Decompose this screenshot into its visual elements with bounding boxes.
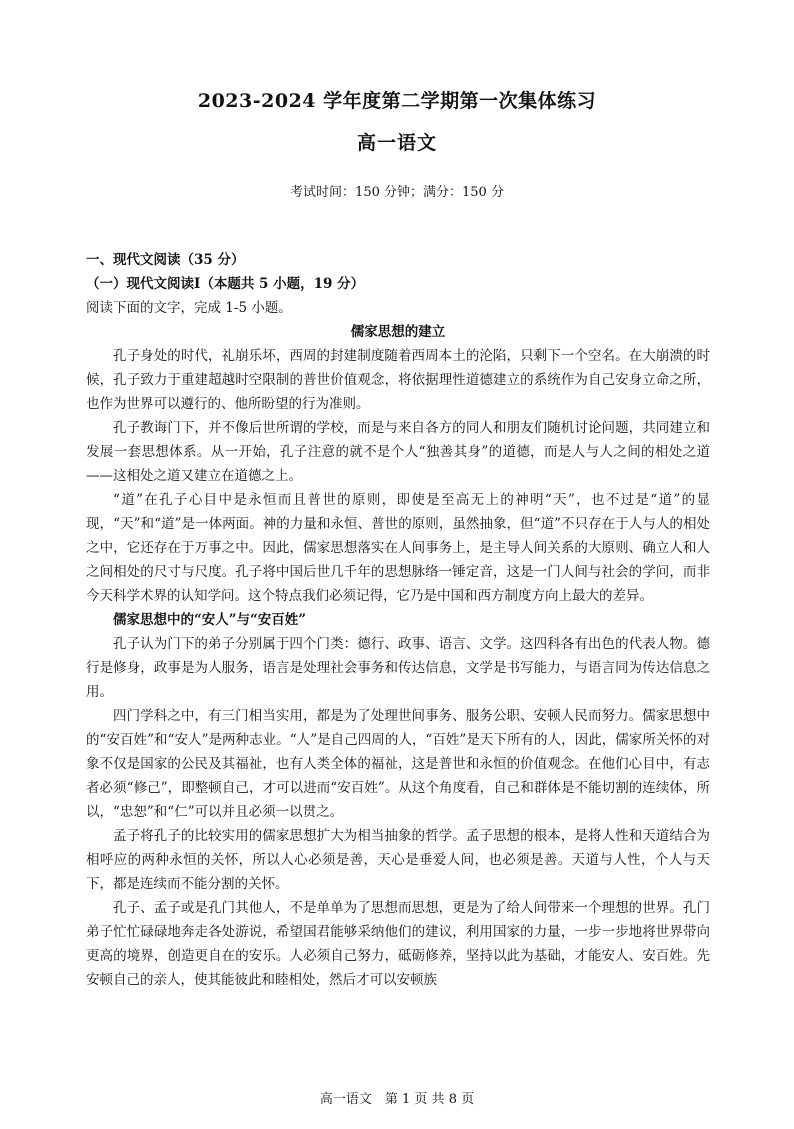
article-paragraph: “道”在孔子心目中是永恒而且普世的原则，即使是至高无上的神明“天”，也不过是“道”的显现，“天”和“道”是一体两面。神的力量和永恒、普世的原则，虽然抽象，但“道”不只存在于人与人的相处之中，它还存在于万事之中。因此，儒家思想落实在人间事务上，是主导人间关系的大原则、确立人和人之间相处的尺寸与尺度。孔子将中国后世几千年的思想脉络一锤定音，这是一门人间与社会的学问，而非今天科学术界的认知学问。这个特点我们必须记得，它乃是中国和西方制度方向上最大的差异。	[86, 492, 710, 604]
section-heading: 一、现代文阅读（35 分）	[86, 252, 245, 268]
article-paragraph: 孔子认为门下的弟子分别属于四个门类：德行、政事、语言、文学。这四科各有出色的代表人物。德行是修身，政事是为人服务，语言是处理社会事务和传达信息，文学是书写能力，与语言同为传达信息之用。	[86, 636, 710, 700]
article-paragraph: 孔子身处的时代，礼崩乐坏，西周的封建制度随着西周本土的沦陷，只剩下一个空名。在大崩溃的时候，孔子致力于重建超越时空限制的普世价值观念，将依据理性道德建立的系统作为自己安身立命之所，也作为世界可以遵行的、他所盼望的行为准则。	[86, 348, 710, 412]
page-footer: 高一语文 第 1 页 共 8 页	[319, 1092, 475, 1107]
article-subheading: 儒家思想中的“安人”与“安百姓”	[113, 612, 307, 628]
subject-title: 高一语文	[356, 132, 437, 154]
section-subheading: （一）现代文阅读Ⅰ（本题共 5 小题，19 分）	[86, 276, 365, 292]
article-paragraph: 四门学科之中，有三门相当实用，都是为了处理世间事务、服务公职、安顿人民而努力。儒家思想中的“安百姓”和“安人”是两种志业。“人”是自己四周的人，“百姓”是天下所有的人，因此，儒家所关怀的对象不仅是国家的公民及其福祉，也有人类全体的福祉，这是普世和永恒的价值观念。在他们心目中，有志者必须“修己”，即整顿自己，才可以进而“安百姓”。从这个角度看，自己和群体是不能切割的连续体，所以，“忠恕”和“仁”可以并且必须一以贯之。	[86, 708, 710, 820]
article-paragraph: 孔子、孟子或是孔门其他人，不是单单为了思想而思想，更是为了给人间带来一个理想的世界。孔门弟子忙忙碌碌地奔走各处游说，希望国君能够采纳他们的建议，利用国家的力量，一步一步地将世界带向更高的境界，创造更自在的安乐。人必须自己努力，砥砺修养，坚持以此为基础，才能安人、安百姓。先安顿自己的亲人，使其能彼此和睦相处，然后才可以安顿族	[86, 900, 710, 988]
exam-content	[86, 248, 710, 992]
article-paragraph: 孟子将孔子的比较实用的儒家思想扩大为相当抽象的哲学。孟子思想的根本，是将人性和天道结合为相呼应的两种永恒的关怀，所以人心必须是善，天心是垂爱人间，也必须是善。天道与人性，个人与天下，都是连续而不能分割的关怀。	[86, 828, 710, 892]
exam-title: 2023-2024 学年度第二学期第一次集体练习	[197, 90, 597, 112]
article-title: 儒家思想的建立	[350, 324, 446, 340]
reading-instruction: 阅读下面的文字，完成 1-5 小题。	[86, 300, 292, 316]
article-paragraph: 孔子教诲门下，并不像后世所谓的学校，而是与来自各方的同人和朋友们随机讨论问题，共同建立和发展一套思想体系。从一开始，孔子注意的就不是个人“独善其身”的道德，而是人与人之间的相处之道——这相处之道又建立在道德之上。	[86, 420, 710, 484]
exam-info: 考试时间：150 分钟；满分：150 分	[290, 185, 504, 200]
